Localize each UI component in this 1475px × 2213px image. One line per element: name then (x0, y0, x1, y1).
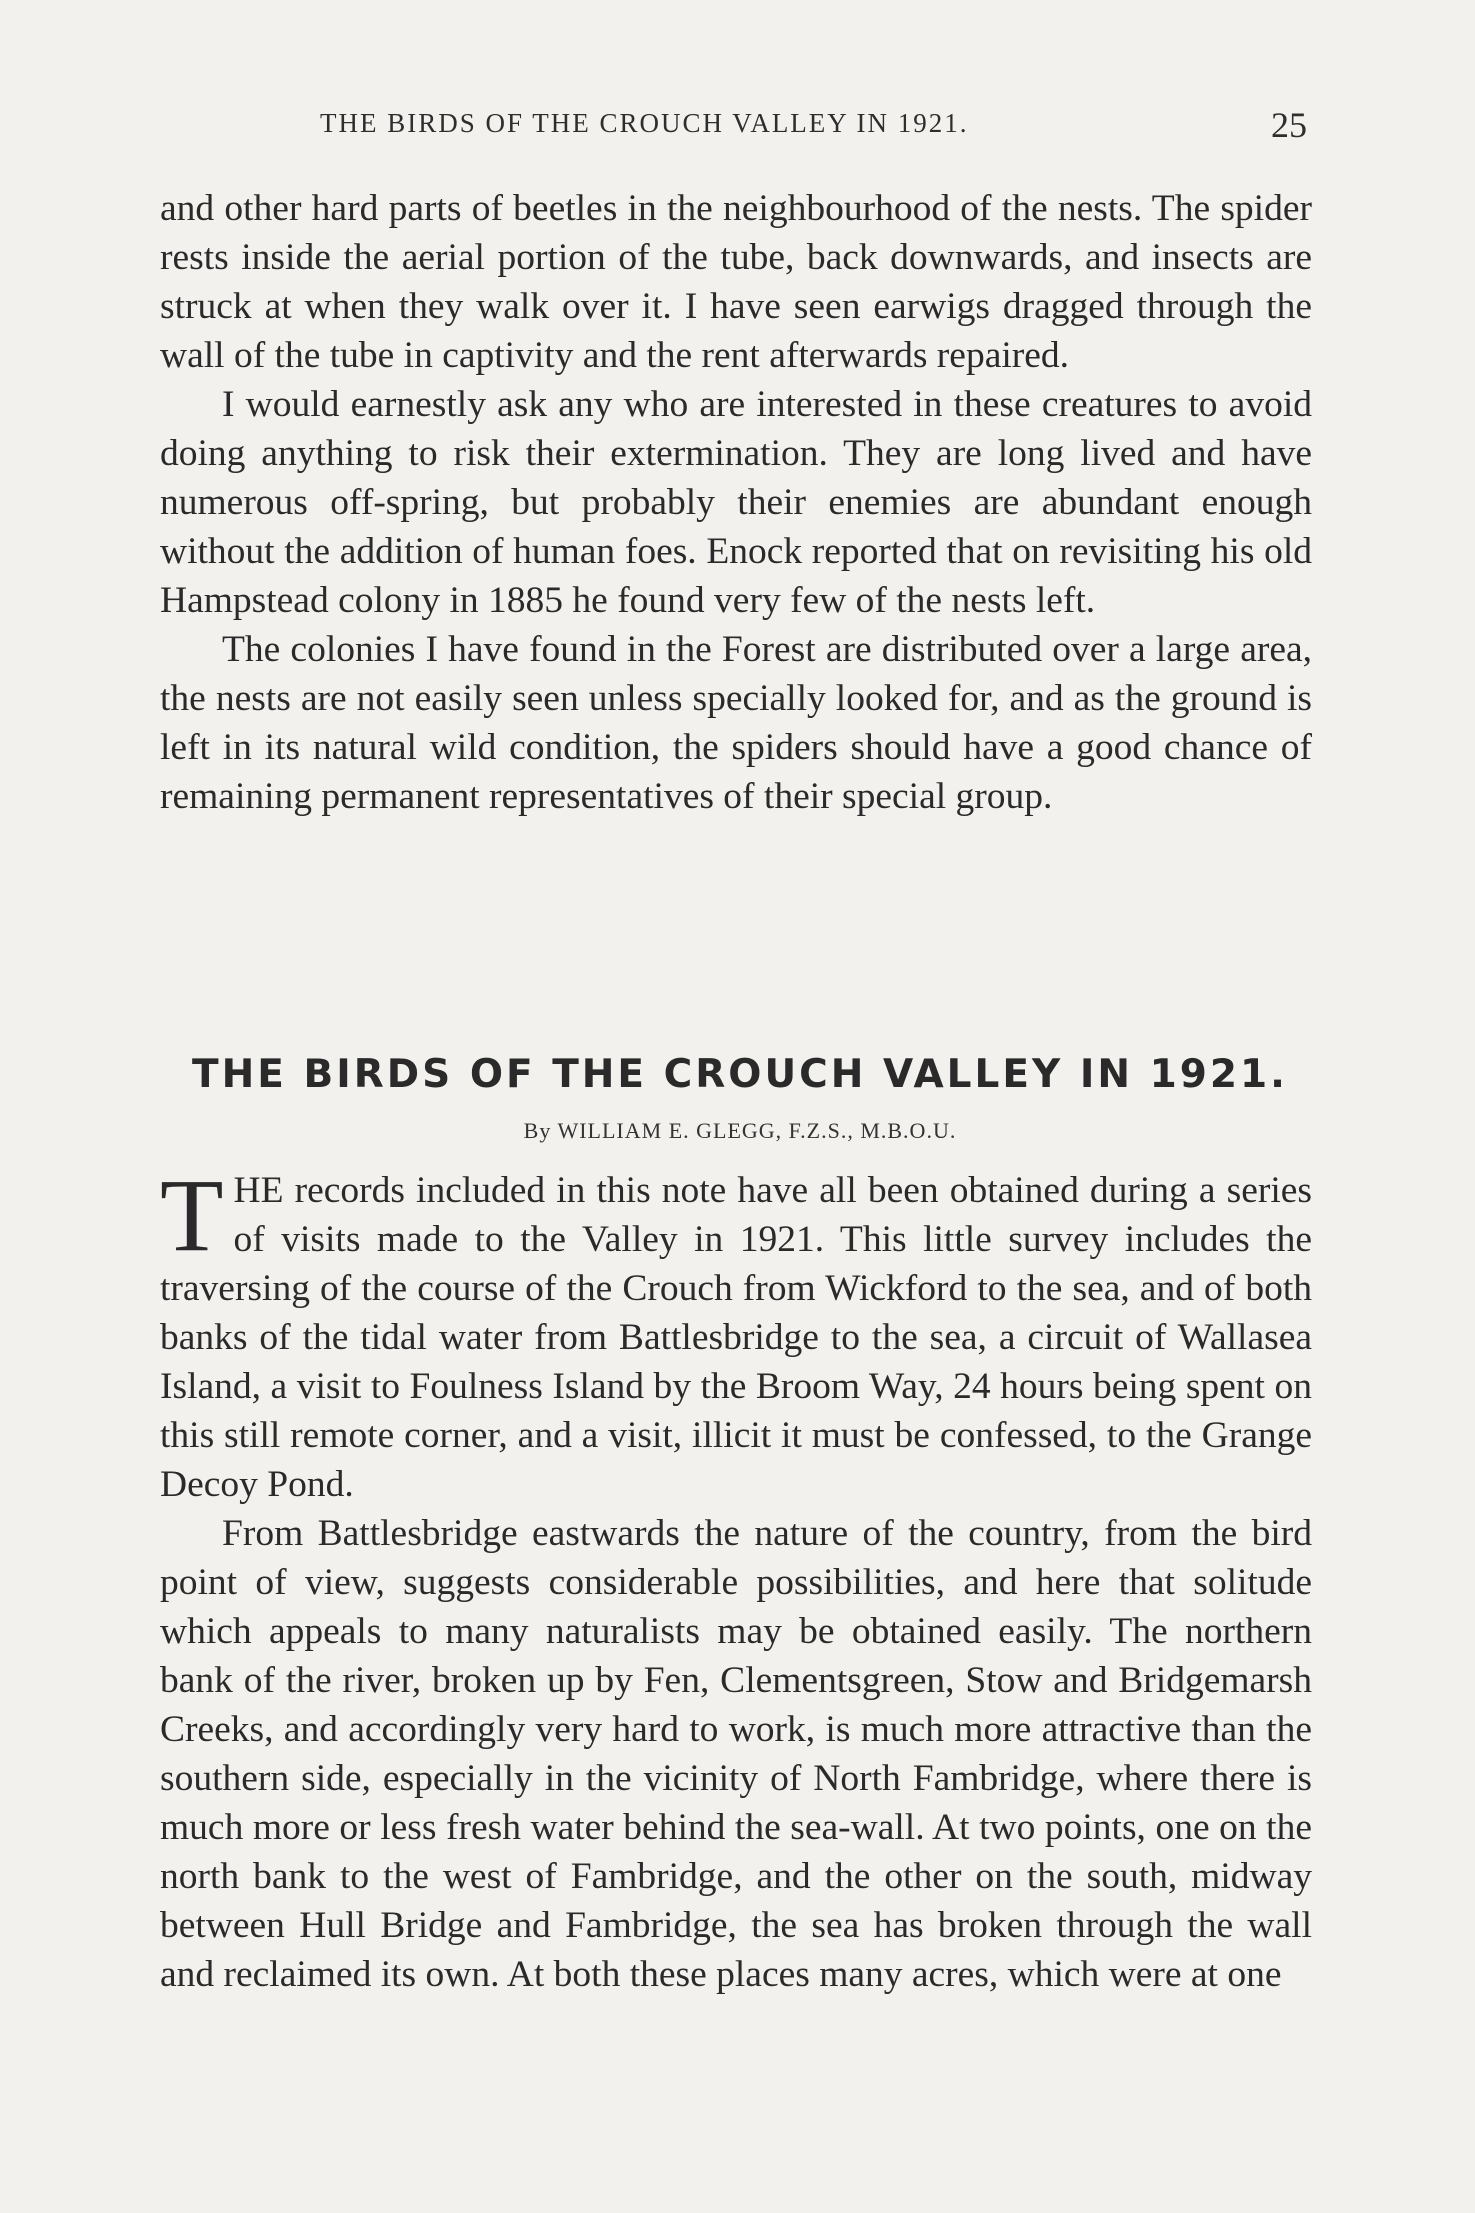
running-head: THE BIRDS OF THE CROUCH VALLEY IN 1921. (320, 108, 969, 138)
paragraph (160, 1158, 1312, 1509)
paragraph: The colonies I have found in the Forest are distributed over a large area, the nests are not easily seen unless specially looked for, and as the ground is left in its natural wild condition, the spiders should have a good chance of remaining permanent representatives of their special group. (160, 629, 1312, 817)
drop-cap: T (160, 1158, 224, 1273)
page-number: 25 (1271, 105, 1307, 145)
paragraph: and other hard parts of beetles in the neighbourhood of the nests. The spider rests inside the aerial portion of the tube, back downwards, and insects are struck at when they walk over it. I have seen earwigs dragged through the wall of the tube in captivity and the rent afterwards repaired. (160, 188, 1312, 376)
paragraph: I would earnestly ask any who are interested in these creatures to avoid doing anything to risk their extermination. They are long lived and have numerous off-spring, but probably their enemies are abundant enough without the addition of human foes. Enock reported that on revisiting his old Hampstead colony in 1885 he found very few of the nests left. (160, 384, 1312, 621)
previous-article-text (160, 184, 1312, 821)
paragraph-text: HE records included in this note have all been obtained during a series of visits made to the Valley in 1921. This little survey includes the traversing of the course of the Crouch from Wickford to the sea, and of both banks of the tidal water from Battlesbridge to the sea, a circuit of Wallasea Island, a visit to Foulness Island by the Broom Way, 24 hours being spent on this still remote corner, and a visit, illicit it must be confessed, to the Grange Decoy Pond. (160, 1170, 1312, 1505)
paragraph: From Battlesbridge eastwards the nature of the country, from the bird point of view, suggests considerable possibilities, and here that solitude which appeals to many naturalists may be obtained easily. The northern bank of the river, broken up by Fen, Clementsgreen, Stow and Bridgemarsh Creeks, and accordingly very hard to work, is much more attractive than the southern side, especially in the vicinity of North Fambridge, where there is much more or less fresh water behind the sea-wall. At two points, one on the north bank to the west of Fambridge, and the other on the south, midway between Hull Bridge and Fambridge, the sea has broken through the wall and reclaimed its own. At both these places many acres, which were at one (160, 1513, 1312, 1995)
article-title: THE BIRDS OF THE CROUCH VALLEY IN 1921. (192, 1052, 1288, 1097)
article-byline: By WILLIAM E. GLEGG, F.Z.S., M.B.O.U. (523, 1118, 957, 1143)
article-body (160, 1158, 1312, 1999)
